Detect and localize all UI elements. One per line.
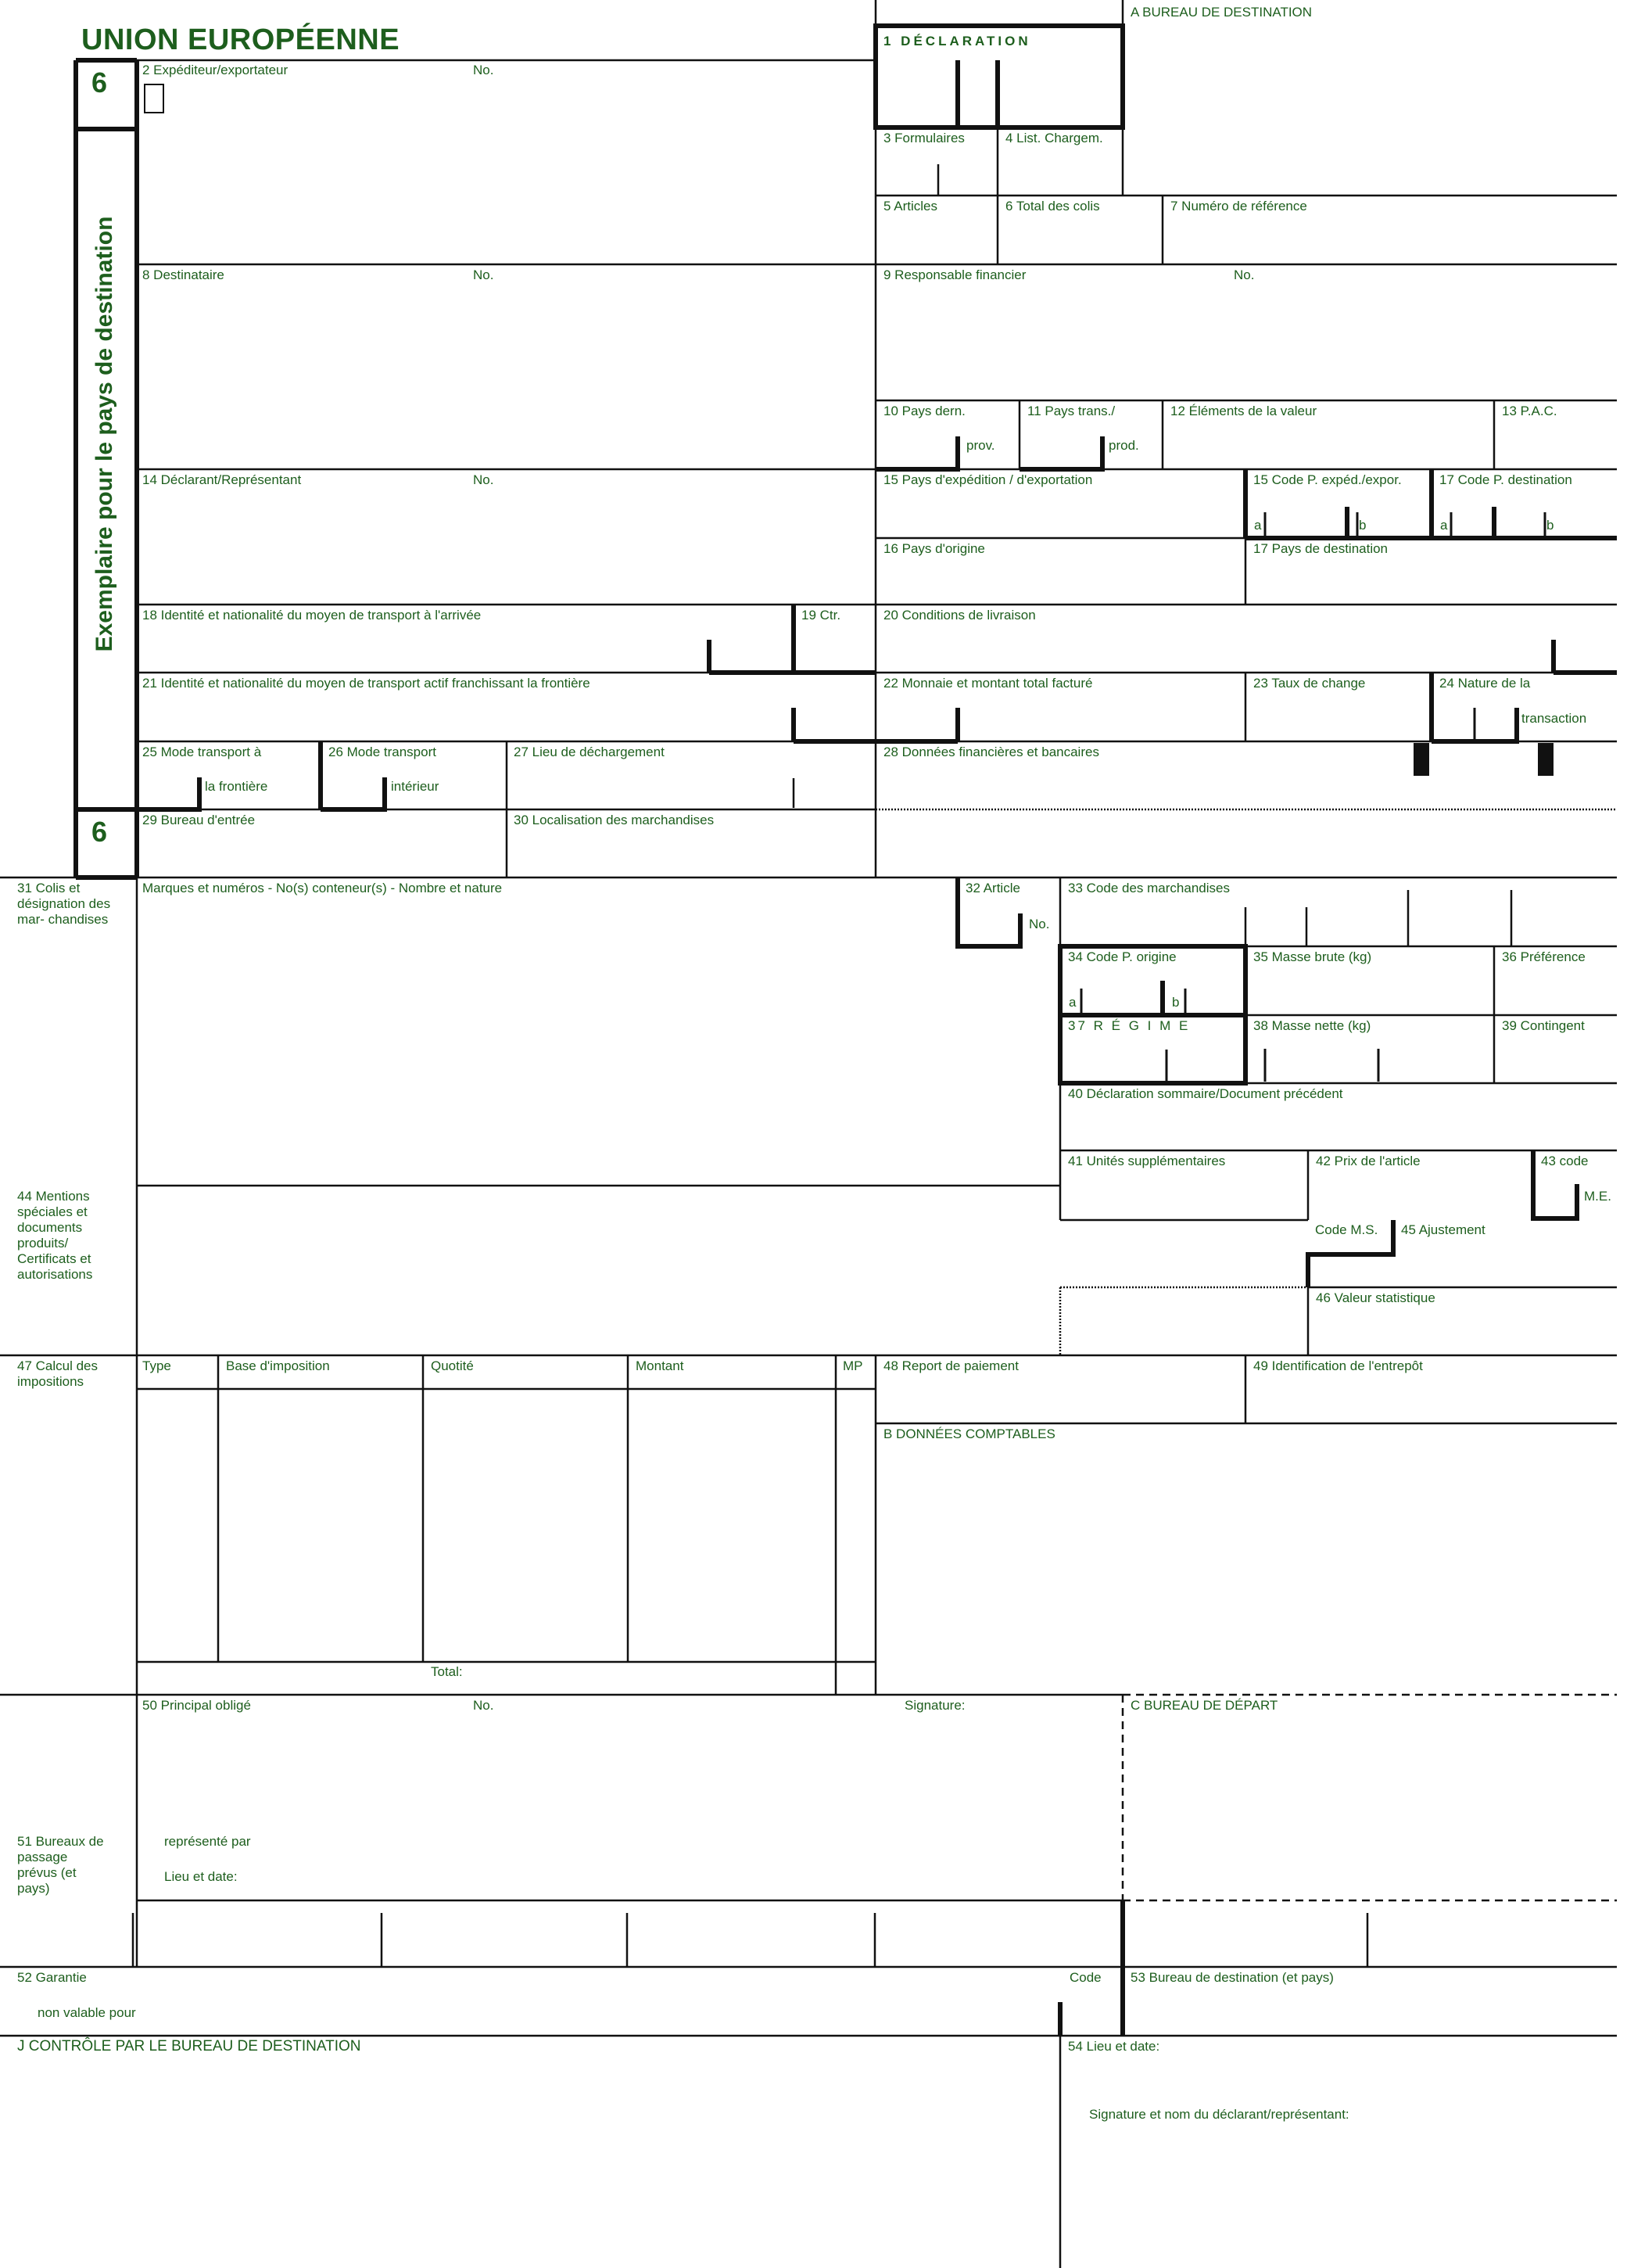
box-33-label: 33 Code des marchandises <box>1068 881 1230 895</box>
box-47-quotite-label: Quotité <box>431 1358 474 1373</box>
box-21-label: 21 Identité et nationalité du moyen de transport actif franchissant la frontière <box>142 676 590 691</box>
subfield-ticks <box>1081 512 1545 1082</box>
box-11-label: 11 Pays trans./ <box>1027 404 1116 418</box>
box-26-sub-label: intérieur <box>391 779 439 794</box>
box-53-label: 53 Bureau de destination (et pays) <box>1131 1970 1334 1985</box>
box-54-label: 54 Lieu et date: <box>1068 2039 1160 2054</box>
box-6-label: 6 Total des colis <box>1005 199 1100 214</box>
box-49-label: 49 Identification de l'entrepôt <box>1253 1358 1423 1373</box>
box-27-label: 27 Lieu de déchargement <box>514 745 665 759</box>
box-40-label: 40 Déclaration sommaire/Document précédent <box>1068 1086 1343 1101</box>
box-4-label: 4 List. Chargem. <box>1005 131 1103 145</box>
box-44-label: 44 Mentions spéciales et documents produits/ Certificats et autorisations <box>17 1189 93 1282</box>
box-37-label: 37 R É G I M E <box>1068 1018 1191 1033</box>
box-c-label: C BUREAU DE DÉPART <box>1131 1698 1278 1713</box>
copy-number-bottom: 6 <box>91 816 108 848</box>
box-42-label: 42 Prix de l'article <box>1316 1154 1421 1168</box>
box-50-label: 50 Principal obligé <box>142 1698 251 1713</box>
box-b-label: B DONNÉES COMPTABLES <box>883 1426 1055 1441</box>
box-28-label: 28 Données financières et bancaires <box>883 745 1099 759</box>
box-j-label: J CONTRÔLE PAR LE BUREAU DE DESTINATION <box>17 2038 361 2054</box>
box-a-label: A BUREAU DE DESTINATION <box>1131 5 1313 20</box>
box-48-label: 48 Report de paiement <box>883 1358 1019 1373</box>
box-11-sub-label: prod. <box>1109 438 1139 453</box>
box-50-no-label: No. <box>473 1698 494 1713</box>
box-36-label: 36 Préférence <box>1502 949 1586 964</box>
box-14-label: 14 Déclarant/Représentant <box>142 472 302 487</box>
box-44-code-label: Code M.S. <box>1315 1222 1378 1237</box>
box-15-sub-a: a <box>1254 518 1262 533</box>
box-19-label: 19 Ctr. <box>801 608 841 623</box>
box-15-code-label: 15 Code P. expéd./expor. <box>1253 472 1402 487</box>
box-3-label: 3 Formulaires <box>883 131 965 145</box>
box-18-label: 18 Identité et nationalité du moyen de transport à l'arrivée <box>142 608 482 623</box>
box-24-sub-label: transaction <box>1521 711 1587 726</box>
form-title: UNION EUROPÉENNE <box>81 23 400 56</box>
box-1-label: 1 DÉCLARATION <box>883 34 1031 48</box>
box-47-montant-label: Montant <box>636 1358 684 1373</box>
box-2-no-label: No. <box>473 63 494 77</box>
box-29-label: 29 Bureau d'entrée <box>142 813 256 827</box>
box-50-lieu-date-label: Lieu et date: <box>164 1869 238 1884</box>
box-15-sub-b: b <box>1359 518 1367 533</box>
box-10-label: 10 Pays dern. <box>883 404 966 418</box>
box-c-dashed-border <box>1123 1695 1617 1900</box>
box-15-label: 15 Pays d'expédition / d'exportation <box>883 472 1093 487</box>
box-47-mp-label: MP <box>843 1358 863 1373</box>
box-25-sub-label: la frontière <box>205 779 268 794</box>
box-47-label: 47 Calcul des impositions <box>17 1358 99 1389</box>
box-43-sub-label: M.E. <box>1584 1189 1611 1204</box>
box-38-label: 38 Masse nette (kg) <box>1253 1018 1371 1033</box>
box-47-type-label: Type <box>142 1358 171 1373</box>
box-22-label: 22 Monnaie et montant total facturé <box>883 676 1093 691</box>
box-23-label: 23 Taux de change <box>1253 676 1366 691</box>
box-31-header: Marques et numéros - No(s) conteneur(s) - Nombre et nature <box>142 881 503 895</box>
box-24-label: 24 Nature de la <box>1439 676 1531 691</box>
box-32-label: 32 Article <box>966 881 1020 895</box>
box-52-code-label: Code <box>1070 1970 1102 1985</box>
box-16-label: 16 Pays d'origine <box>883 541 985 556</box>
box-17-label: 17 Pays de destination <box>1253 541 1389 556</box>
box-10-sub-label: prov. <box>966 438 995 453</box>
form-thick-lines <box>76 26 1617 2036</box>
box-7-label: 7 Numéro de référence <box>1170 199 1307 214</box>
box-17-code-label: 17 Code P. destination <box>1439 472 1572 487</box>
box-17-sub-a: a <box>1440 518 1448 533</box>
box-47-total-label: Total: <box>431 1664 463 1679</box>
box-25-label: 25 Mode transport à <box>142 745 262 759</box>
box-8-no-label: No. <box>473 267 494 282</box>
box-31-label: 31 Colis et désignation des mar- chandises <box>17 881 111 927</box>
box-50-represente-label: représenté par <box>164 1834 251 1849</box>
box-50-signature-label: Signature: <box>905 1698 966 1713</box>
box-20-label: 20 Conditions de livraison <box>883 608 1036 623</box>
box-52-label: 52 Garantie <box>17 1970 87 1985</box>
box-8-label: 8 Destinataire <box>142 267 224 282</box>
box-39-label: 39 Contingent <box>1502 1018 1585 1033</box>
box-51-label: 51 Bureaux de passage prévus (et pays) <box>17 1834 104 1896</box>
box-12-label: 12 Éléments de la valeur <box>1170 404 1317 418</box>
box-41-label: 41 Unités supplémentaires <box>1068 1154 1226 1168</box>
box-32-sub-label: No. <box>1029 917 1050 931</box>
box-45-label: 45 Ajustement <box>1401 1222 1485 1237</box>
box-35-label: 35 Masse brute (kg) <box>1253 949 1372 964</box>
box-52-sub-label: non valable pour <box>38 2005 136 2020</box>
box-2-label: 2 Expéditeur/exportateur <box>142 63 288 77</box>
copy-destination-label: Exemplaire pour le pays de destination <box>91 216 117 652</box>
box-54-signature-label: Signature et nom du déclarant/représentant: <box>1089 2107 1349 2122</box>
exporter-checkbox[interactable] <box>144 84 164 113</box>
box-13-label: 13 P.A.C. <box>1502 404 1557 418</box>
box-9-no-label: No. <box>1234 267 1255 282</box>
box-17-sub-b: b <box>1546 518 1554 533</box>
copy-number-top: 6 <box>91 66 108 99</box>
box-46-label: 46 Valeur statistique <box>1316 1290 1435 1305</box>
box-28-markers <box>1414 743 1554 776</box>
box-30-label: 30 Localisation des marchandises <box>514 813 715 827</box>
box-26-label: 26 Mode transport <box>328 745 436 759</box>
box-34-label: 34 Code P. origine <box>1068 949 1177 964</box>
box-34-sub-b: b <box>1172 995 1180 1010</box>
box-14-no-label: No. <box>473 472 494 487</box>
box-43-label: 43 code <box>1541 1154 1589 1168</box>
box-9-label: 9 Responsable financier <box>883 267 1027 282</box>
box-5-label: 5 Articles <box>883 199 937 214</box>
box-47-base-label: Base d'imposition <box>226 1358 330 1373</box>
box-34-sub-a: a <box>1069 995 1077 1010</box>
